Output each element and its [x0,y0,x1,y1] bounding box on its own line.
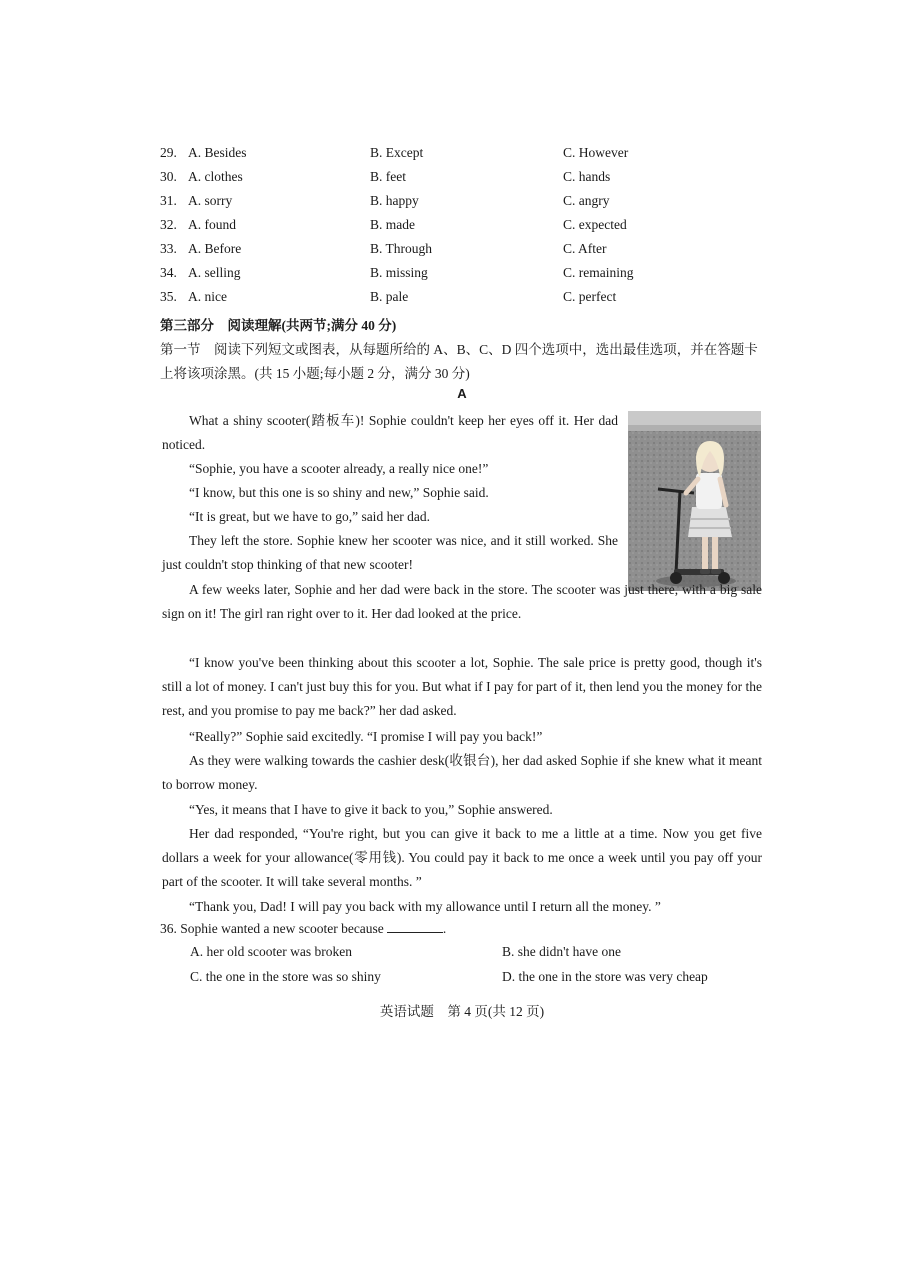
question-number: 35. [160,289,177,304]
option-c: C. perfect [563,289,617,304]
option-a: A. selling [188,265,241,280]
option-a: A. sorry [188,193,233,208]
option-c: C. angry [563,193,610,208]
question-number: 32. [160,217,177,232]
cloze-option-row [160,145,700,169]
option-a: A. nice [188,289,227,304]
section-instructions: 第一节 阅读下列短文或图表，从每题所给的 A、B、C、D 四个选项中，选出最佳选项，并在答题卡上将该项涂黑。(共 15 小题;每小题 2 分，满分 30 分) [160,342,758,381]
scooter-photo-image [628,411,761,591]
section-heading: 第三部分 阅读理解(共两节;满分 40 分) [160,318,397,333]
question-number: 30. [160,169,177,184]
question-option-a: A. her old scooter was broken [190,944,352,959]
page-footer: 英语试题 第 4 页(共 12 页) [379,1004,545,1019]
option-a: A. Before [188,241,242,256]
question-number: 29. [160,145,177,160]
answer-blank [387,920,443,933]
passage-paragraph: “Thank you, Dad! I will pay you back with my allowance until I return all the money. ” [189,899,661,914]
question-stem-text: 36. Sophie wanted a new scooter because [160,921,384,936]
cloze-options-table [160,145,700,313]
option-b: B. Through [370,241,433,256]
cloze-option-row [160,289,700,313]
question-number: 34. [160,265,177,280]
option-b: B. missing [370,265,428,280]
passage-paragraph: “Sophie, you have a scooter already, a really nice one!” [189,461,489,476]
passage-paragraph: “I know you've been thinking about this scooter a lot, Sophie. The sale price is pretty good, though it's still a lot of money. I can't just buy this for you. But what if I pay for part of it, then lend you the money for the rest, and you promise to pay me back?” her dad asked. [162,655,762,719]
cloze-option-row [160,193,700,217]
option-b: B. feet [370,169,406,184]
question-option-c: C. the one in the store was so shiny [190,969,381,984]
question-stem-end: . [442,921,447,936]
question-option-d: D. the one in the store was very cheap [502,969,708,984]
cloze-option-row [160,241,700,265]
passage-paragraph: “I know, but this one is so shiny and new,” Sophie said. [189,485,489,500]
option-b: B. made [370,217,415,232]
passage-paragraph: What a shiny scooter(踏板车)! Sophie couldn't keep her eyes off it. Her dad noticed. [162,413,618,453]
passage-paragraph: They left the store. Sophie knew her scooter was nice, and it still worked. She just couldn't stop thinking of that new scooter! [162,533,618,573]
question-36-stem [160,920,446,937]
cloze-option-row [160,217,700,241]
option-c: C. After [563,241,607,256]
option-b: B. happy [370,193,419,208]
option-a: A. clothes [188,169,243,184]
option-b: B. Except [370,145,424,160]
option-c: C. hands [563,169,611,184]
passage-paragraph: A few weeks later, Sophie and her dad were back in the store. The scooter was just there, with a big sale sign on it! The girl ran right over to it. Her dad looked at the price. [162,582,762,622]
passage-title: A [457,386,467,401]
cloze-option-row [160,169,700,193]
cloze-option-row [160,265,700,289]
question-option-b: B. she didn't have one [502,944,622,959]
passage-paragraph: “Really?” Sophie said excitedly. “I promise I will pay you back!” [189,729,543,744]
passage-paragraph: “Yes, it means that I have to give it back to you,” Sophie answered. [189,802,553,817]
passage-paragraph: “It is great, but we have to go,” said her dad. [189,509,431,524]
passage-paragraph: As they were walking towards the cashier desk(收银台), her dad asked Sophie if she knew what it meant to borrow money. [162,753,762,793]
question-number: 31. [160,193,177,208]
option-a: A. Besides [188,145,247,160]
girl-with-scooter-photo [628,411,761,591]
option-c: C. expected [563,217,627,232]
passage-paragraph: Her dad responded, “You're right, but you can give it back to me a little at a time. Now you get five dollars a week for your allowance(零用钱). You could pay it back to me once a week until you pay off your part of the scooter. It will take several months. ” [162,826,762,890]
option-b: B. pale [370,289,409,304]
option-a: A. found [188,217,236,232]
question-number: 33. [160,241,177,256]
option-c: C. remaining [563,265,634,280]
option-c: C. However [563,145,629,160]
